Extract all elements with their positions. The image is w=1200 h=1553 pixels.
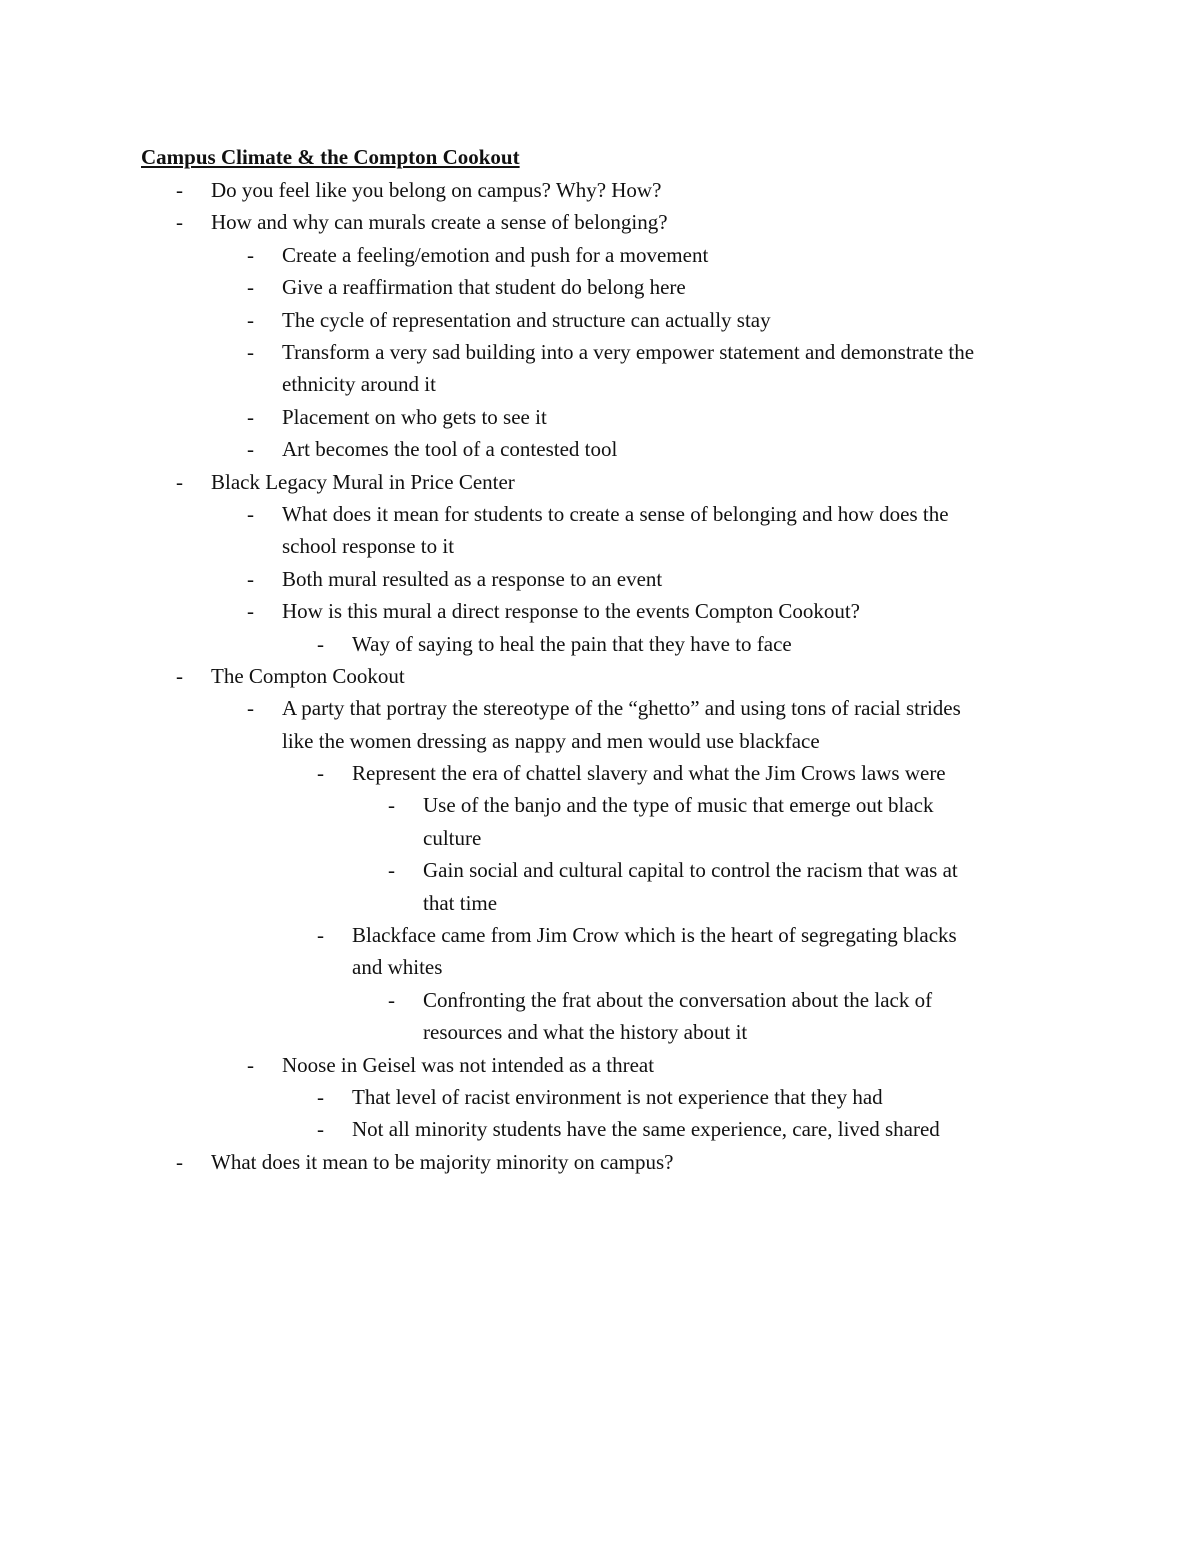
list-item-line: Confronting the frat about the conversation about the lack of xyxy=(423,987,933,1012)
bullet-dash: - xyxy=(388,793,395,818)
list-item-line: The Compton Cookout xyxy=(211,663,405,688)
list-item-text xyxy=(352,757,946,789)
bullet-dash: - xyxy=(247,566,254,591)
bullet-dash: - xyxy=(176,1149,183,1174)
list-item-line: A party that portray the stereotype of the “ghetto” and using tons of racial strides xyxy=(282,696,961,721)
list-item-line: Both mural resulted as a response to an event xyxy=(282,566,663,591)
bullet-dash: - xyxy=(247,599,254,624)
list-item-line: Gain social and cultural capital to control the racism that was at xyxy=(423,858,958,883)
list-item xyxy=(0,984,1200,1049)
list-item xyxy=(0,174,1200,206)
list-item-text xyxy=(211,206,668,238)
bullet-dash: - xyxy=(317,1085,324,1110)
list-item-line: resources and what the history about it xyxy=(423,1020,748,1045)
list-item xyxy=(0,854,1200,919)
list-item-text xyxy=(423,789,933,854)
list-item-line: Art becomes the tool of a contested tool xyxy=(282,437,618,462)
list-item-text xyxy=(282,498,949,563)
list-item-line: school response to it xyxy=(282,534,455,559)
list-item xyxy=(0,336,1200,401)
list-item-text xyxy=(282,336,974,401)
list-item-line: What does it mean for students to create a sense of belonging and how does the xyxy=(282,501,949,526)
bullet-dash: - xyxy=(247,242,254,267)
bullet-dash: - xyxy=(247,1052,254,1077)
list-item-text xyxy=(352,919,957,984)
list-item-line: The cycle of representation and structure can actually stay xyxy=(282,307,771,332)
list-item xyxy=(0,271,1200,303)
list-item-line: Blackface came from Jim Crow which is the heart of segregating blacks xyxy=(352,923,957,948)
bullet-dash: - xyxy=(317,631,324,656)
list-item-line: Black Legacy Mural in Price Center xyxy=(211,469,515,494)
list-item-line: How and why can murals create a sense of belonging? xyxy=(211,210,668,235)
list-item xyxy=(0,628,1200,660)
list-item-text xyxy=(352,1081,883,1113)
list-item-text xyxy=(282,433,617,465)
list-item-text xyxy=(282,563,662,595)
list-item xyxy=(0,304,1200,336)
bullet-dash: - xyxy=(176,469,183,494)
list-item-line: Represent the era of chattel slavery and what the Jim Crows laws were xyxy=(352,761,946,786)
list-item-text xyxy=(211,660,405,692)
list-item xyxy=(0,466,1200,498)
list-item-text xyxy=(211,466,515,498)
list-item xyxy=(0,206,1200,238)
bullet-dash: - xyxy=(247,696,254,721)
list-item-line: Not all minority students have the same experience, care, lived shared xyxy=(352,1117,940,1142)
list-item-text xyxy=(352,1113,940,1145)
list-item-text xyxy=(282,1049,654,1081)
bullet-dash: - xyxy=(176,178,183,202)
list-item xyxy=(0,757,1200,789)
bullet-dash: - xyxy=(388,987,395,1012)
list-item xyxy=(0,1081,1200,1113)
bullet-dash: - xyxy=(247,437,254,462)
list-item-text xyxy=(211,174,661,206)
list-item xyxy=(0,433,1200,465)
list-item xyxy=(0,401,1200,433)
list-item-line: like the women dressing as nappy and men would use blackface xyxy=(282,728,820,753)
list-item-text xyxy=(423,854,958,919)
bullet-dash: - xyxy=(317,923,324,948)
bullet-dash: - xyxy=(247,404,254,429)
list-item-text xyxy=(282,692,961,757)
list-item xyxy=(0,919,1200,984)
list-item-line: ethnicity around it xyxy=(282,372,436,397)
list-item xyxy=(0,789,1200,854)
bullet-outline xyxy=(0,174,1200,1178)
list-item-line: culture xyxy=(423,825,482,850)
list-item xyxy=(0,692,1200,757)
list-item-text xyxy=(282,304,771,336)
bullet-dash: - xyxy=(176,210,183,235)
list-item-line: Give a reaffirmation that student do belong here xyxy=(282,275,686,300)
list-item-line: Transform a very sad building into a very empower statement and demonstrate the xyxy=(282,339,975,364)
list-item-line: that time xyxy=(423,890,498,915)
list-item-line: and whites xyxy=(352,955,443,980)
list-item-line: Create a feeling/emotion and push for a movement xyxy=(282,242,709,267)
list-item-line: What does it mean to be majority minority on campus? xyxy=(211,1149,674,1174)
list-item xyxy=(0,239,1200,271)
bullet-dash: - xyxy=(247,307,254,332)
list-item-line: Do you feel like you belong on campus? Why? How? xyxy=(211,178,662,202)
list-item-line: Use of the banjo and the type of music that emerge out black xyxy=(423,793,934,818)
bullet-dash: - xyxy=(388,858,395,883)
bullet-dash: - xyxy=(317,1117,324,1142)
list-item-line: That level of racist environment is not experience that they had xyxy=(352,1085,883,1110)
bullet-dash: - xyxy=(317,761,324,786)
document-title: Campus Climate & the Compton Cookout xyxy=(141,145,520,169)
list-item xyxy=(0,563,1200,595)
list-item-text xyxy=(282,239,708,271)
list-item xyxy=(0,498,1200,563)
list-item-line: Noose in Geisel was not intended as a threat xyxy=(282,1052,655,1077)
list-item xyxy=(0,660,1200,692)
list-item-text xyxy=(282,595,860,627)
list-item-text xyxy=(423,984,932,1049)
list-item-line: How is this mural a direct response to the events Compton Cookout? xyxy=(282,599,860,624)
list-item-text xyxy=(352,628,792,660)
bullet-dash: - xyxy=(176,663,183,688)
list-item-text xyxy=(282,401,547,433)
list-item-line: Way of saying to heal the pain that they have to face xyxy=(352,631,792,656)
bullet-dash: - xyxy=(247,339,254,364)
bullet-dash: - xyxy=(247,501,254,526)
list-item-text xyxy=(282,271,686,303)
list-item xyxy=(0,1049,1200,1081)
list-item xyxy=(0,1113,1200,1145)
list-item-line: Placement on who gets to see it xyxy=(282,404,547,429)
list-item xyxy=(0,595,1200,627)
list-item xyxy=(0,1146,1200,1178)
list-item-text xyxy=(211,1146,673,1178)
bullet-dash: - xyxy=(247,275,254,300)
